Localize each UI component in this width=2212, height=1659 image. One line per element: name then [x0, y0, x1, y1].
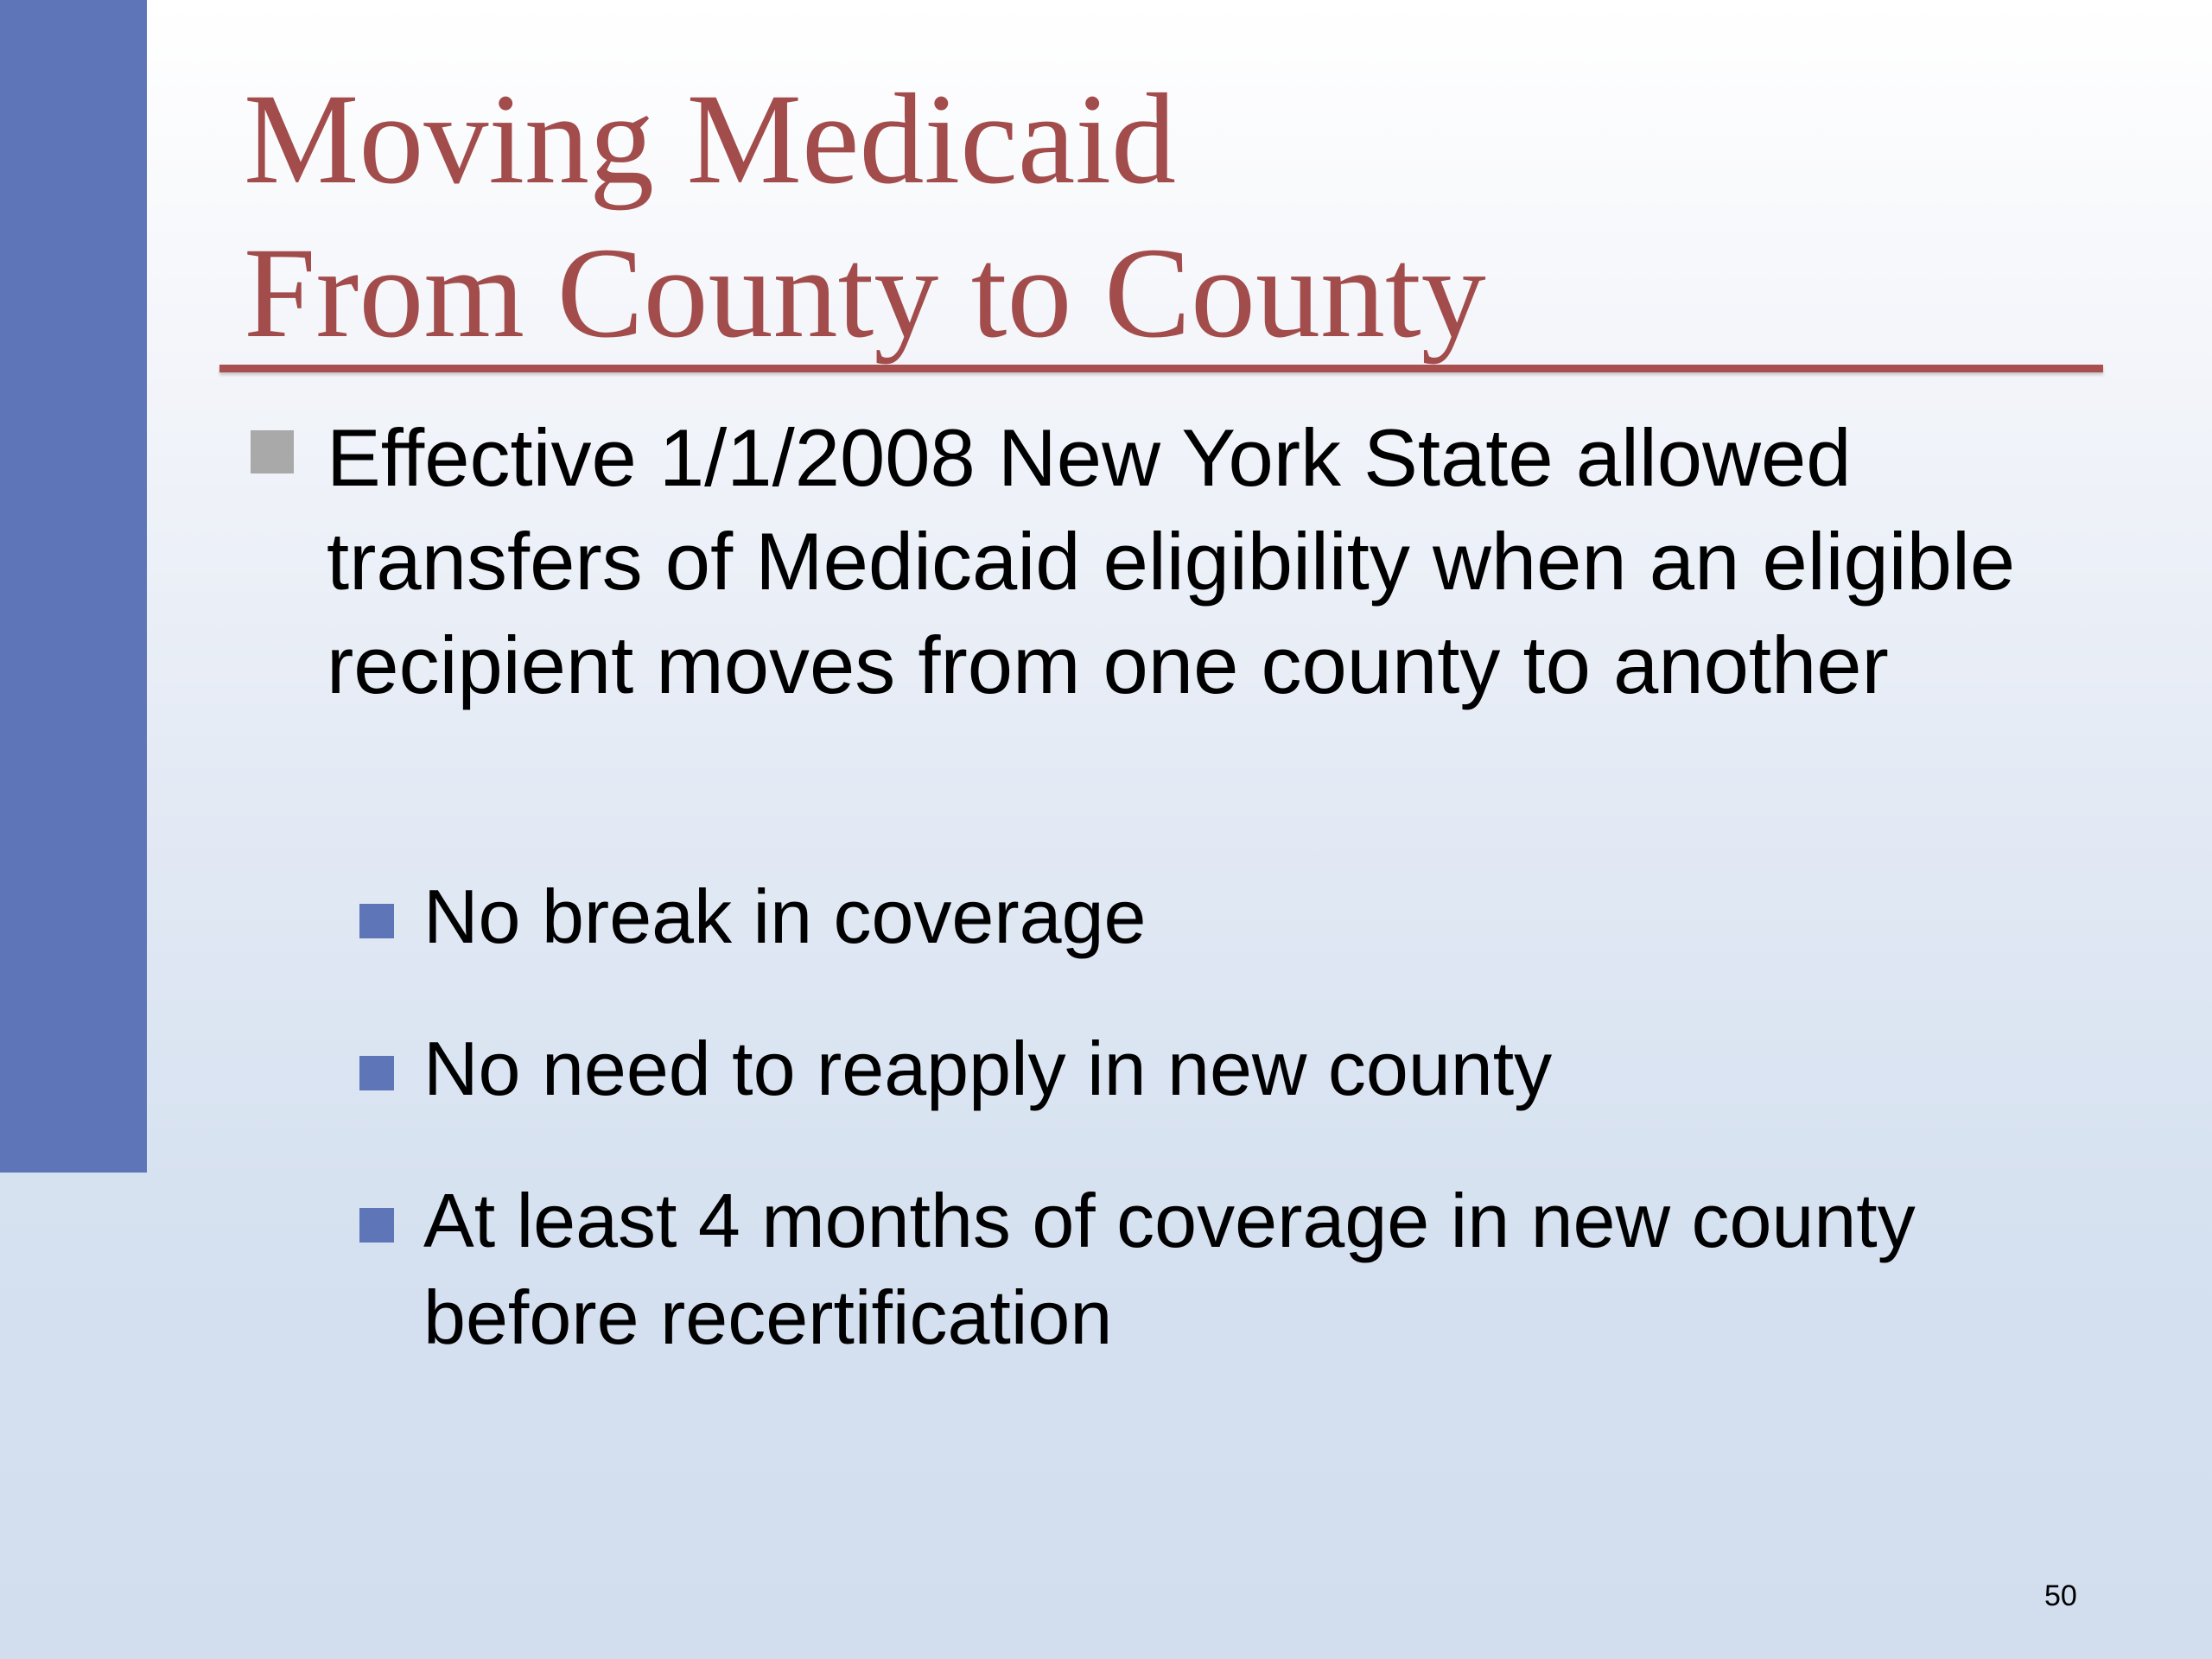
sub-bullet-2: No need to reapply in new county: [423, 1026, 1553, 1111]
title-line-1: Moving Medicaid: [244, 67, 1177, 211]
square-bullet-icon: [359, 1056, 394, 1090]
square-bullet-icon: [359, 1208, 394, 1243]
sub-bullet-3: At least 4 months of coverage in new county before recertification: [423, 1178, 1916, 1360]
main-bullet-text: Effective 1/1/2008 New York State allowed transfers of Medicaid eligibility when an eligible recipient moves from one county to another: [327, 412, 2016, 710]
title-line-2: From County to County: [244, 221, 1486, 365]
square-bullet-icon: [251, 430, 294, 474]
square-bullet-icon: [359, 904, 394, 938]
page-number: 50: [2044, 1580, 2077, 1612]
sub-bullet-1: No break in coverage: [423, 874, 1147, 959]
